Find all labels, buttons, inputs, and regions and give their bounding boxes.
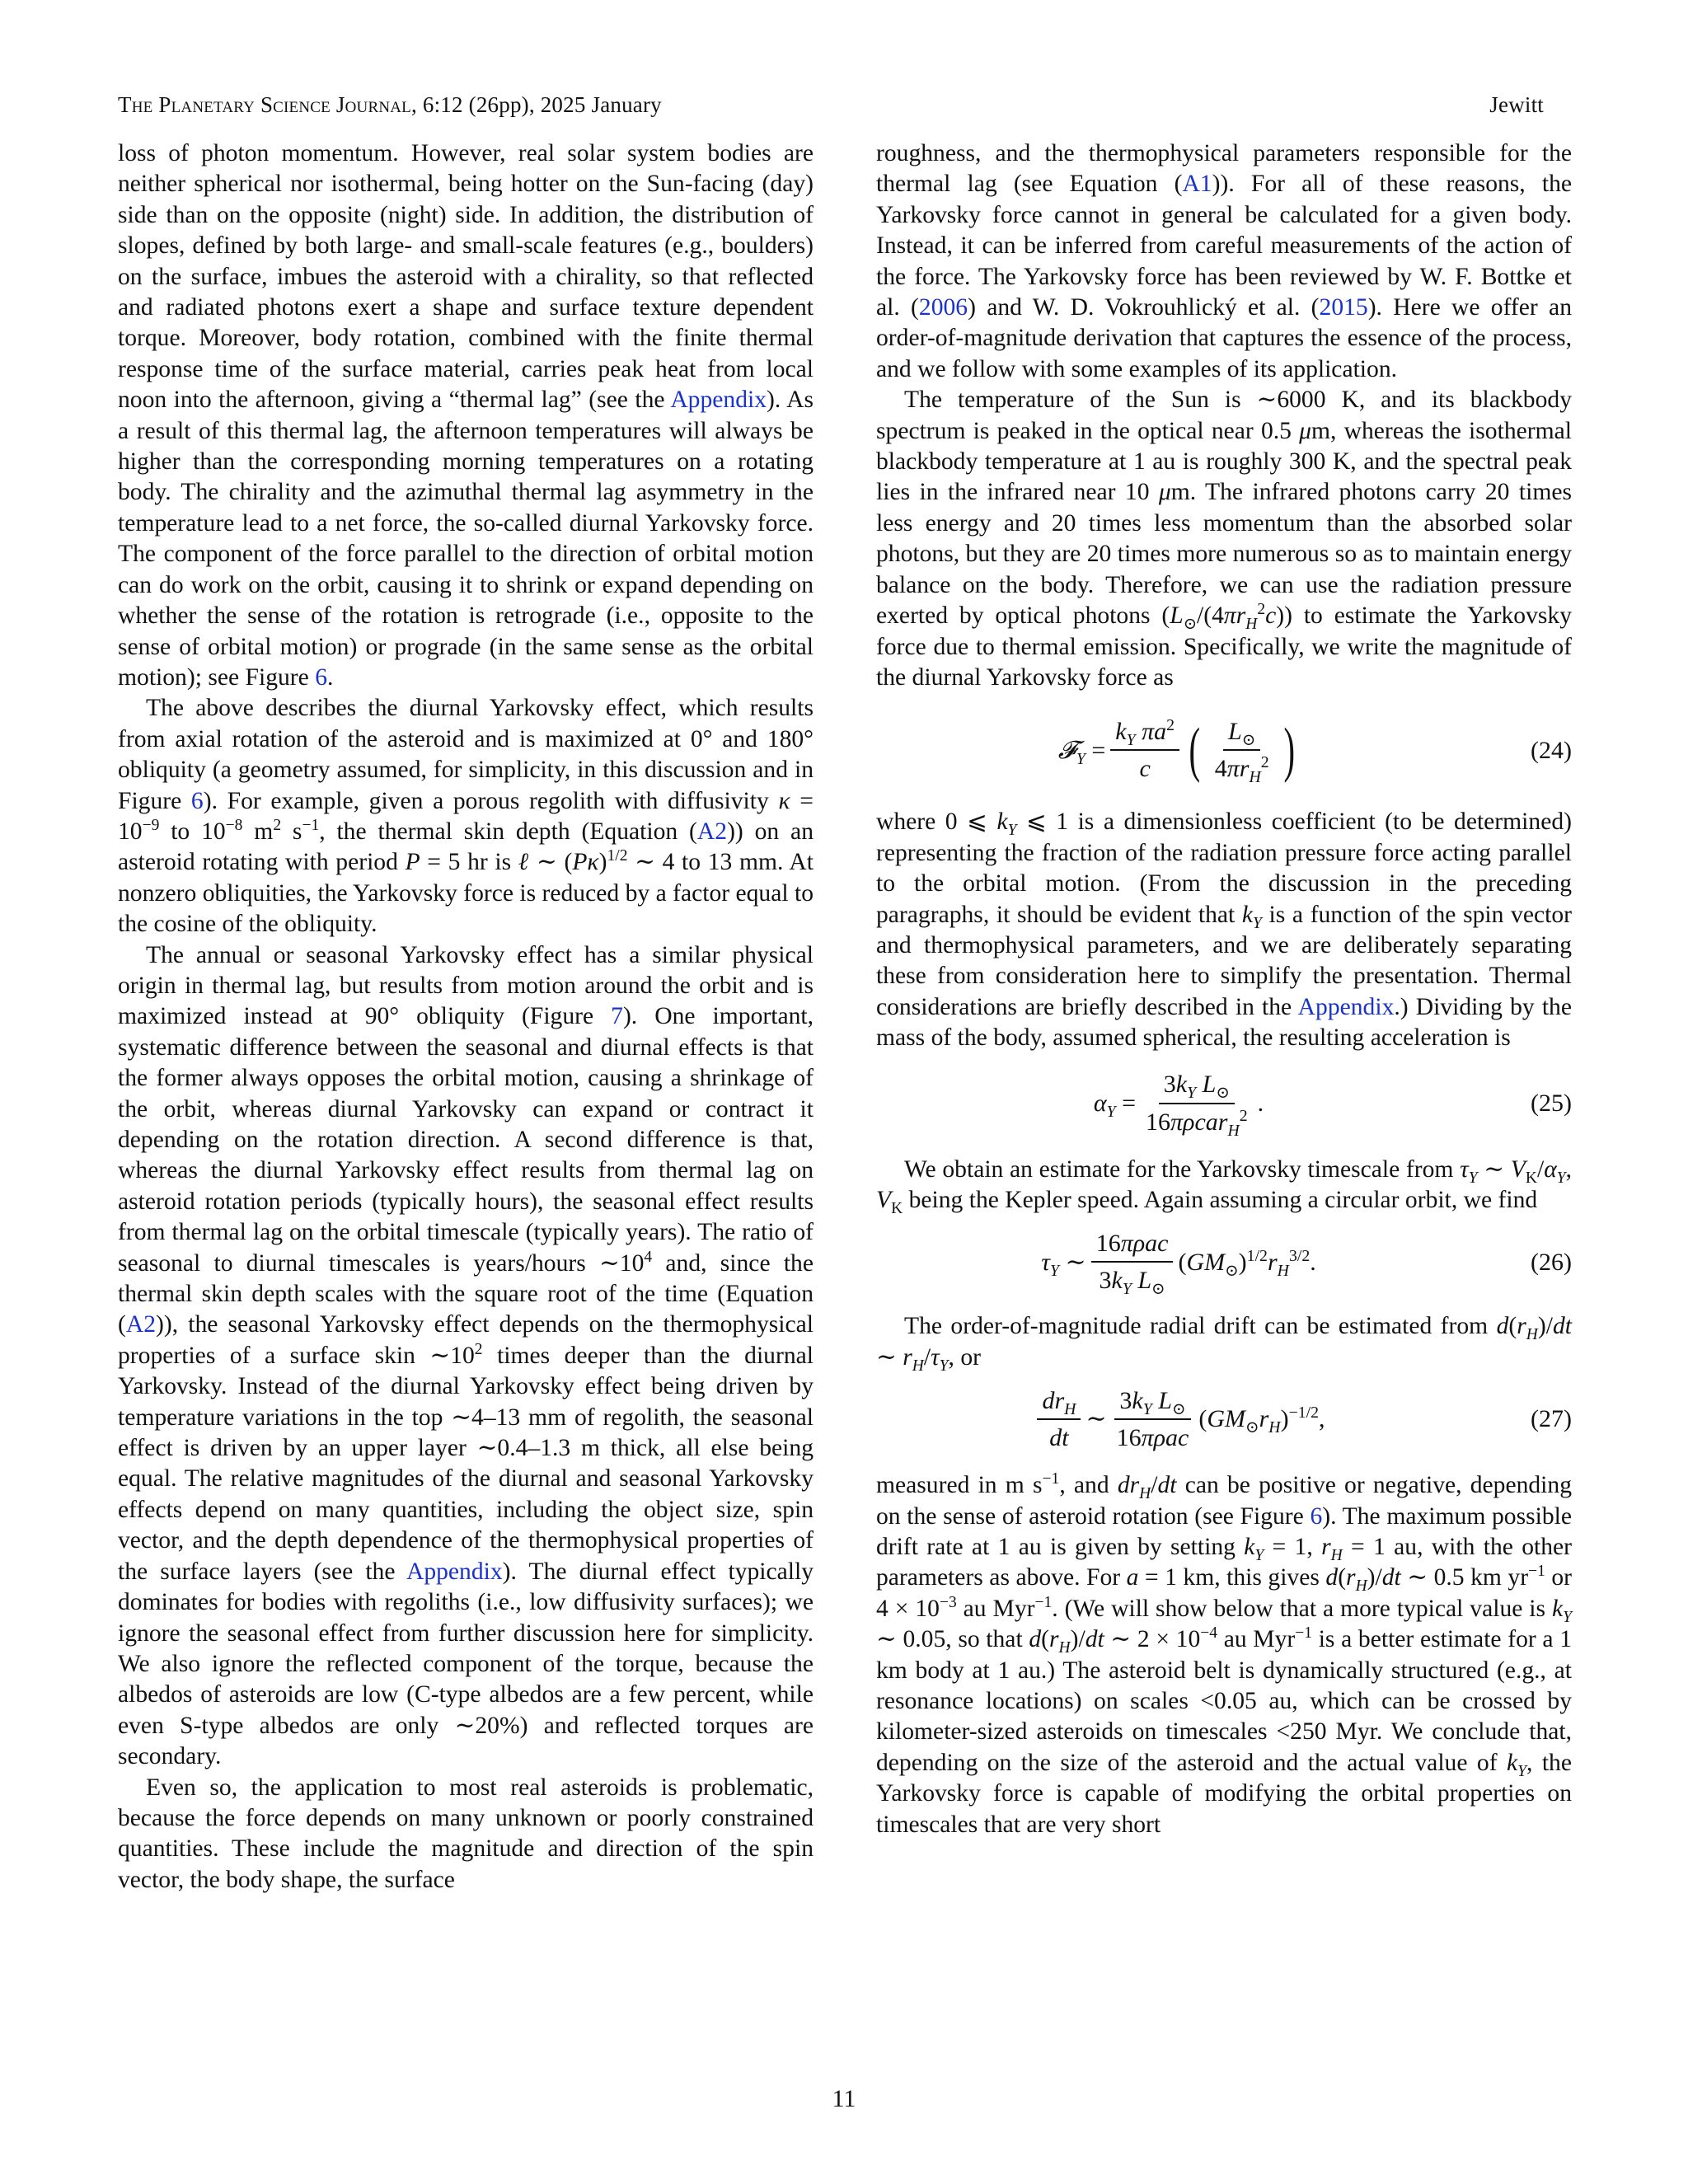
equation-24	[876, 698, 1572, 802]
paragraph: roughness, and the thermophysical parameters responsible for the thermal lag (see Equation (A1)). For all of these reasons, the Yarkovsky force cannot in general be calculated for a given body. Instead, it can be inferred from careful measurements of the action of the force. The Yarkovsky force has been reviewed by W. F. Bottke et al. (2006) and W. D. Vokrouhlický et al. (2015). Here we offer an order-of-magnitude derivation that captures the essence of the process, and we follow with some examples of its application.	[876, 140, 1572, 382]
figure-7-link[interactable]: 7	[611, 1003, 623, 1030]
left-column	[118, 138, 814, 1896]
paragraph: loss of photon momentum. However, real solar system bodies are neither spherical nor isothermal, being hotter on the Sun-facing (day) side than on the opposite (night) side. In addition, the distribution of slopes, defined by both large- and small-scale features (e.g., boulders) on the surface, imbues the asteroid with a chirality, so that reflected and radiated photons exert a shape and surface texture dependent torque. Moreover, body rotation, combined with the finite thermal response time of the surface material, carries peak heat from local noon into the afternoon, giving a “thermal lag” (see the Appendix). As a result of this thermal lag, the afternoon temperatures will always be higher than the corresponding morning temperatures on a rotating body. The chirality and the azimuthal thermal lag asymmetry in the temperature lead to a net force, the so-called diurnal Yarkovsky force. The component of the force parallel to the direction of orbital motion can do work on the orbit, causing it to shrink or expand depending on whether the sense of the rotation is retrograde (i.e., opposite to the sense of orbital motion) or prograde (in the same sense as the orbital motion); see Figure 6.	[118, 140, 814, 691]
paragraph: The temperature of the Sun is ∼6000 K, and its blackbody spectrum is peaked in the optical near 0.5 μm, whereas the isothermal blackbody temperature at 1 au is roughly 300 K, and the spectral peak lies in the infrared near 10 μm. The infrared photons carry 20 times less energy and 20 times less momentum than the absorbed solar photons, but they are 20 times more numerous so as to maintain energy balance on the body. Therefore, we can use the radiation pressure exerted by optical photons $(L_⊙/(4\pi r_H^2c))$ to estimate the Yarkovsky force due to thermal emission. Specifically, we write the magnitude of the diurnal Yarkovsky force as	[876, 387, 1572, 691]
reference-2006-link[interactable]: 2006	[918, 294, 968, 321]
paragraph: We obtain an estimate for the Yarkovsky timescale from $\tau_Y$ ∼ $V_K/\alpha_Y$, $V_K$ being the Kepler speed. Again assuming a circular orbit, we find	[876, 1155, 1573, 1217]
equation-a2-link[interactable]: A2	[696, 818, 728, 845]
paragraph: where 0 ⩽ $k_Y$ ⩽ 1 is a dimensionless coefficient (to be determined) representing the fraction of the radiation pressure force acting parallel to the orbital motion. (From the discussion in the preceding paragraphs, it should be evident that $k_Y$ is a function of the spin vector and thermophysical parameters, and we are deliberately separating these from consideration here to simplify the presentation. Thermal considerations are briefly described in the Appendix.) Dividing by the mass of the body, assumed spherical, the resulting acceleration is	[876, 808, 1572, 1052]
journal-name: The Planetary Science Journal	[118, 92, 411, 117]
running-header	[118, 92, 662, 118]
figure-6-link[interactable]: 6	[1310, 1502, 1323, 1530]
equation-body: 𝓕$_Y$ = $\frac{k_Y \pi a^2}{c}$ ( $\frac{L_⊙}{4\pi r_H^2}$ )	[1057, 715, 1295, 787]
equation-a1-link[interactable]: A1	[1182, 171, 1212, 198]
equation-a2-link[interactable]: A2	[125, 1311, 157, 1338]
running-header-author: Jewitt	[1489, 92, 1544, 117]
paragraph: measured in m $s^{-1}$, and $dr_H/dt$ can be positive or negative, depending on the sense of asteroid rotation (see Figure 6). The maximum possible drift rate at 1 au is given by setting $k_Y = 1$, $r_H = 1$ au, with the other parameters as above. For a = 1 km, this gives $d(r_H)/dt$ ∼ 0.5 km $yr^{-1}$ or $4 \times 10^{-3}$ au Myr$^{-1}$. (We will show below that a more typical value is $k_Y$ ∼ 0.05, so that $d(r_H)/dt$ ∼ $2 \times 10^{-4}$ au Myr$^{-1}$ is a better estimate for a 1 km body at 1 au.) The asteroid belt is dynamically structured (e.g., at resonance locations) on scales <0.05 au, which can be crossed by kilometer-sized asteroids on timescales <250 Myr. We conclude that, depending on the size of the asteroid and the actual value of $k_Y$, the Yarkovsky force is capable of modifying the orbital properties on timescales that are very short	[876, 1470, 1573, 1838]
paragraph: Even so, the application to most real asteroids is problematic, because the force depends on many unknown or poorly constrained quantities. These include the magnitude and direction of the spin vector, the body shape, the surface	[118, 1774, 814, 1893]
page-number: 11	[832, 2085, 856, 2112]
equation-number: (26)	[1531, 1248, 1572, 1276]
paragraph: The annual or seasonal Yarkovsky effect has a similar physical origin in thermal lag, but results from motion around the orbit and is maximized instead at 90° obliquity (Figure 7). One important, systematic difference between the seasonal and diurnal effects is that the former always opposes the orbital motion, causing a shrinkage of the orbit, whereas diurnal Yarkovsky can expand or contract it depending on the rotation direction. A second difference is that, whereas the diurnal Yarkovsky effect results from thermal lag on asteroid rotation periods (typically hours), the seasonal effect results from thermal lag on the orbital timescale (typically years). The ratio of seasonal to diurnal timescales is years/hours $\sim 10^4$ and, since the thermal skin depth scales with the square root of the time (Equation (A2)), the seasonal Yarkovsky effect depends on the thermophysical properties of a surface skin $\sim 10^2$ times deeper than the diurnal Yarkovsky. Instead of the diurnal Yarkovsky effect being driven by temperature variations in the top ∼4–13 mm of regolith, the seasonal effect is driven by an upper layer ∼0.4–1.3 m thick, all else being equal. The relative magnitudes of the diurnal and seasonal Yarkovsky effects depend on many quantities, including the object size, spin vector, and the depth dependence of the thermophysical properties of the surface layers (see the Appendix). The diurnal effect typically dominates for bodies with regoliths (i.e., low diffusivity surfaces); we ignore the seasonal effect from further discussion here for simplicity. We also ignore the reflected component of the torque, because the albedos of asteroids are low (C-type albedos are a few percent, while even S-type albedos are only ∼20%) and reflected torques are secondary.	[118, 941, 814, 1770]
appendix-link[interactable]: Appendix	[670, 387, 767, 414]
paragraph: The above describes the diurnal Yarkovsky effect, which results from axial rotation of the asteroid and is maximized at 0° and 180° obliquity (a geometry assumed, for simplicity, in this discussion and in Figure 6). For example, given a porous regolith with diffusivity $\kappa = 10^{-9}$ to $10^{-8}$ $m^2$ $s^{-1}$, the thermal skin depth (Equation (A2)) on an asteroid rotating with period P = 5 hr is ℓ ∼ $(P\kappa)^{1/2}$ ∼ 4 to 13 mm. At nonzero obliquities, the Yarkovsky force is reduced by a factor equal to the cosine of the obliquity.	[118, 695, 814, 938]
equation-body: $\frac{dr_H}{dt}$ ∼ $\frac{3k_Y L_⊙}{\text{16πρac}}$ $(GM_⊙r_H)^{-1/2}$,	[876, 1376, 1481, 1462]
paragraph: The order-of-magnitude radial drift can be estimated from $d(r_H)/dt$ ∼ $r_H/\tau_Y$, or	[876, 1313, 1572, 1375]
equation-27	[876, 1376, 1572, 1462]
right-column	[876, 138, 1572, 1840]
figure-6-link[interactable]: 6	[315, 663, 327, 691]
equation-number: (27)	[1531, 1405, 1572, 1433]
equation-number: (24)	[1531, 736, 1572, 764]
appendix-link[interactable]: Appendix	[1297, 993, 1395, 1020]
reference-2015-link[interactable]: 2015	[1319, 294, 1368, 321]
equation-number: (25)	[1531, 1089, 1572, 1117]
equation-body: $\alpha_Y$ = $\frac{3k_Y L_⊙}{16\pi\rho car_H^2}$ .	[1093, 1071, 1264, 1140]
equation-26	[876, 1221, 1572, 1303]
figure-6-link[interactable]: 6	[190, 787, 204, 814]
appendix-link[interactable]: Appendix	[406, 1558, 503, 1585]
journal-issue: , 6:12 (26pp), 2025 January	[411, 92, 662, 117]
equation-body: $\tau_Y$ ∼ $\frac{\text{16πρac}}{3k_Y L_⊙}$ $(GM_⊙)^{1/2}r_H^{3/2}$.	[1041, 1229, 1316, 1299]
equation-25	[876, 1062, 1572, 1145]
